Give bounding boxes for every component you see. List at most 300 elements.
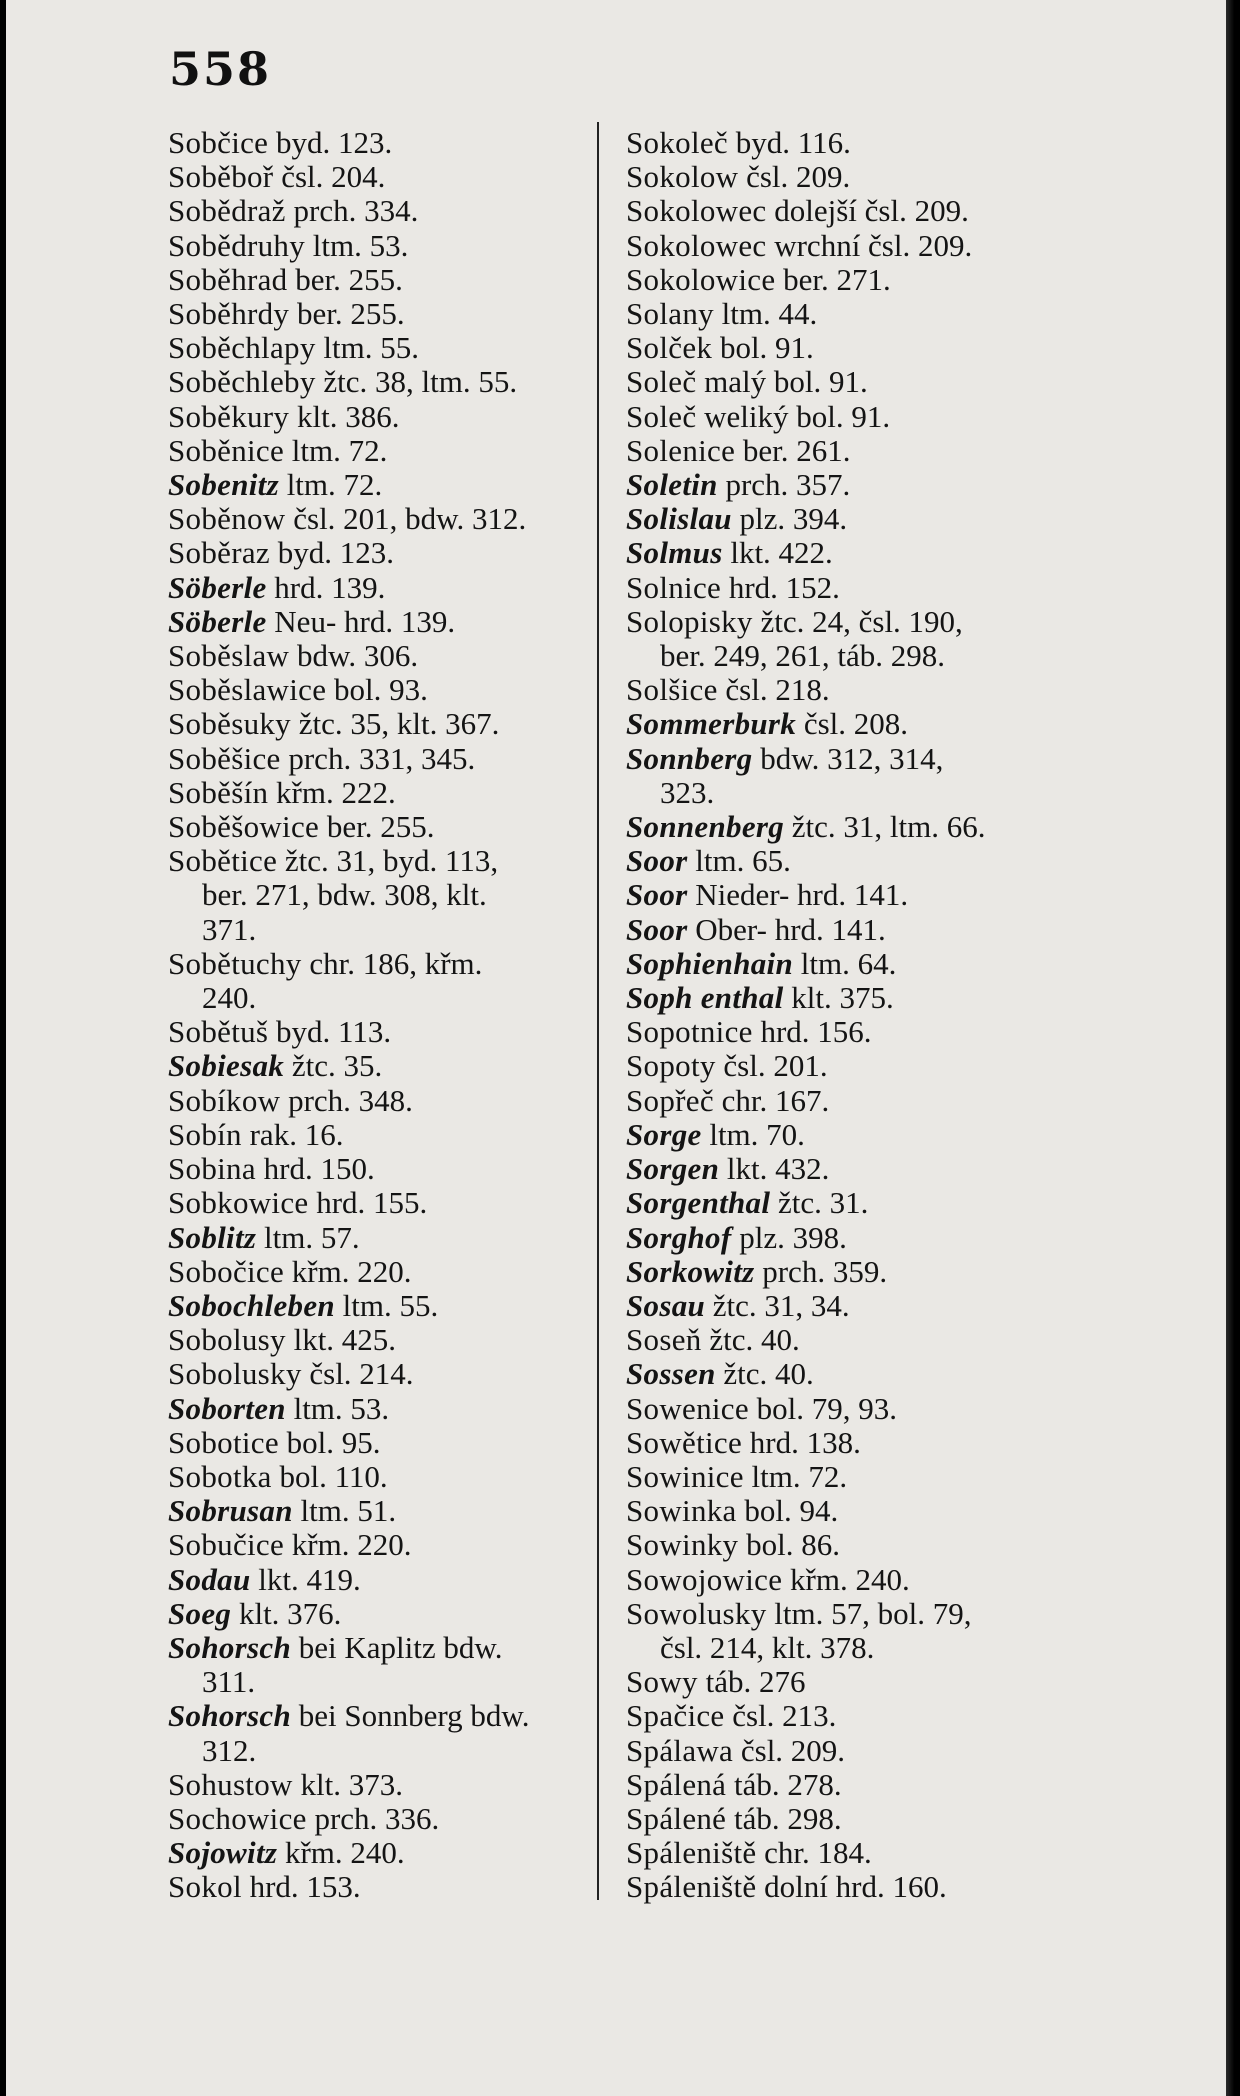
entry-name: Soběšice — [168, 740, 281, 776]
entry-reference: byd. 123. — [277, 535, 394, 571]
entry-reference: žtc. 31, byd. 113, — [284, 843, 499, 879]
entry-name: Solmus — [626, 535, 723, 571]
entry-name: Sobučice — [168, 1527, 285, 1563]
index-entry — [626, 297, 1056, 331]
entry-name: Sokolow — [626, 159, 739, 195]
entry-line — [626, 501, 847, 536]
entry-name: Soor — [626, 843, 688, 879]
entry-reference: žtc. 35. — [291, 1048, 383, 1084]
entry-reference: ltm. 55. — [323, 330, 419, 366]
index-entry — [626, 1699, 1056, 1733]
entry-name: Sobenitz — [168, 467, 279, 503]
entry-reference: ltm. 44. — [721, 296, 818, 332]
entry-line — [626, 1014, 872, 1049]
entry-reference: plz. 394. — [739, 501, 848, 537]
index-entry — [626, 878, 1056, 912]
entry-line — [626, 843, 791, 878]
column-divider — [597, 122, 599, 1900]
entry-name: Sopřeč — [626, 1082, 714, 1118]
entry-name: Sowojowice — [626, 1561, 783, 1597]
entry-reference: klt. 373. — [300, 1766, 403, 1802]
entry-reference: bol. 86. — [746, 1527, 840, 1563]
entry-reference: žtc. 35, klt. 367. — [298, 706, 500, 742]
index-entry — [168, 1323, 588, 1357]
index-entry — [168, 434, 588, 468]
entry-line — [626, 1835, 872, 1870]
index-entry — [626, 468, 1056, 502]
entry-line — [168, 775, 396, 810]
entry-reference: čsl. 201, bdw. 312. — [293, 501, 527, 537]
entry-name: Solček — [626, 330, 713, 366]
entry-reference: ltm. 53. — [293, 1390, 390, 1426]
entry-name: Sokolowec — [626, 193, 767, 229]
index-entry — [168, 1015, 588, 1049]
entry-line — [168, 1630, 503, 1665]
entry-reference: byd. 113. — [276, 1014, 392, 1050]
entry-name: Sobochleben — [168, 1287, 335, 1323]
entry-line — [626, 1869, 947, 1904]
entry-name: Sobědruhy — [168, 227, 306, 263]
entry-continuation: 312. — [202, 1732, 257, 1768]
entry-line — [168, 1151, 375, 1186]
entry-reference: čsl. 214. — [309, 1356, 414, 1392]
entry-reference: ltm. 51. — [300, 1493, 397, 1529]
entry-reference: prch. 359. — [762, 1253, 888, 1289]
entry-reference: ltm. 64. — [800, 945, 897, 981]
entry-reference: Neu- hrd. 139. — [274, 603, 456, 639]
entry-reference: ber. 261. — [742, 432, 851, 468]
entry-line — [168, 706, 499, 741]
entry-reference: bol. 93. — [334, 672, 428, 708]
entry-reference: prch. 331, 345. — [288, 740, 476, 776]
entry-reference: klt. 376. — [238, 1595, 342, 1631]
entry-name: Solopisky — [626, 603, 753, 639]
entry-line — [626, 741, 943, 776]
entry-name: Solany — [626, 296, 714, 332]
index-entry — [626, 913, 1056, 947]
index-entry — [168, 1563, 588, 1597]
entry-line — [168, 1220, 360, 1255]
entry-name: Söberle — [168, 603, 267, 639]
index-entry — [168, 1631, 588, 1699]
entry-name: Sowolusky — [626, 1595, 767, 1631]
entry-line — [168, 1356, 414, 1391]
entry-reference: čsl. 204. — [281, 159, 386, 195]
entry-continuation: 371. — [202, 911, 257, 947]
entry-reference: bei Sonnberg bdw. — [298, 1698, 530, 1734]
entry-reference: prch. 336. — [314, 1800, 440, 1836]
index-entry — [168, 1426, 588, 1460]
entry-line — [168, 809, 434, 844]
entry-reference: bdw. 312, 314, — [760, 740, 944, 776]
entry-name: Sopotnice — [626, 1014, 753, 1050]
index-entry — [168, 1255, 588, 1289]
entry-line — [168, 364, 517, 399]
index-entry — [168, 1186, 588, 1220]
entry-line — [626, 604, 963, 639]
entry-name: Sorgenthal — [626, 1185, 771, 1221]
entry-name: Soběchleby — [168, 364, 316, 400]
entry-name: Sobina — [168, 1151, 256, 1187]
entry-continuation: čsl. 214, klt. 378. — [660, 1629, 875, 1665]
entry-name: Soor — [626, 911, 688, 947]
index-entry — [626, 1221, 1056, 1255]
entry-name: Sobkowice — [168, 1185, 309, 1221]
entry-name: Sowy — [626, 1664, 698, 1700]
entry-line — [168, 159, 385, 194]
entry-name: Soběhrdy — [168, 296, 290, 332]
entry-line — [168, 1014, 391, 1049]
entry-line — [626, 1185, 868, 1220]
entry-reference: plz. 398. — [739, 1219, 847, 1255]
entry-line — [168, 228, 408, 263]
entry-name: Sobiesak — [168, 1048, 285, 1084]
index-entry — [168, 1528, 588, 1562]
entry-line — [168, 741, 475, 776]
entry-name: Spáleniště — [626, 1869, 757, 1905]
entry-line — [168, 672, 428, 707]
entry-name: Sowinky — [626, 1527, 739, 1563]
entry-line — [626, 535, 833, 570]
entry-reference: čsl. 208. — [803, 706, 909, 742]
entry-name: Sonnberg — [626, 740, 753, 776]
index-entry — [626, 1460, 1056, 1494]
entry-line — [626, 228, 972, 263]
entry-reference: křm. 240. — [790, 1561, 910, 1597]
entry-line — [168, 399, 399, 434]
entry-line — [168, 843, 498, 878]
entry-reference: Ober- hrd. 141. — [695, 911, 886, 947]
index-entry — [626, 126, 1056, 160]
entry-name: Soběnow — [168, 501, 286, 537]
index-entry — [626, 1289, 1056, 1323]
entry-line — [626, 125, 851, 160]
entry-reference: ber. 255. — [295, 261, 403, 297]
entry-continuation: ber. 249, 261, táb. 298. — [660, 638, 945, 674]
entry-line — [626, 980, 894, 1015]
entry-line — [168, 570, 385, 605]
entry-reference: hrd. 138. — [749, 1424, 861, 1460]
entry-name: Soborten — [168, 1390, 286, 1426]
entry-name: Soběraz — [168, 535, 270, 571]
entry-line — [626, 399, 890, 434]
entry-reference: prch. 357. — [725, 467, 851, 503]
entry-name: Sohorsch — [168, 1629, 292, 1665]
entry-name: Sommerburk — [626, 706, 797, 742]
index-entry — [626, 160, 1056, 194]
entry-reference: bol. 94. — [744, 1493, 839, 1529]
entry-reference: táb. 278. — [733, 1766, 842, 1802]
entry-line — [626, 262, 891, 297]
entry-name: Sonnenberg — [626, 809, 785, 845]
entry-line — [168, 1254, 411, 1289]
entry-reference: žtc. 38, ltm. 55. — [323, 364, 518, 400]
index-entry — [626, 1563, 1056, 1597]
index-entry — [626, 981, 1056, 1015]
entry-name: Soběhrad — [168, 261, 288, 297]
index-entry — [168, 1289, 588, 1323]
entry-reference: čsl. 209. — [740, 1732, 846, 1768]
index-entry — [168, 947, 588, 1015]
entry-name: Spálená — [626, 1766, 727, 1802]
entry-reference: ltm. 57, bol. 79, — [774, 1595, 972, 1631]
entry-name: Sobolusy — [168, 1322, 286, 1358]
entry-name: Sojowitz — [168, 1835, 278, 1871]
entry-reference: malý bol. 91. — [704, 364, 868, 400]
entry-line — [626, 1288, 850, 1323]
entry-line — [626, 1322, 800, 1357]
entry-name: Söberle — [168, 569, 267, 605]
index-entry — [626, 536, 1056, 570]
entry-reference: žtc. 31. — [778, 1185, 869, 1221]
entry-reference: hrd. 150. — [263, 1151, 375, 1187]
entry-name: Solislau — [626, 501, 732, 537]
entry-line — [626, 1220, 847, 1255]
entry-name: Sokolowice — [626, 261, 776, 297]
entry-continuation: 240. — [202, 980, 257, 1016]
entry-line — [626, 1664, 805, 1699]
entry-line — [168, 330, 419, 365]
entry-name: Sobčice — [168, 125, 269, 160]
entry-continuation: 323. — [660, 774, 715, 810]
entry-name: Sobín — [168, 1116, 242, 1152]
index-entry — [168, 1768, 588, 1802]
entry-name: Sokol — [168, 1869, 242, 1905]
index-entry — [168, 776, 588, 810]
entry-line — [168, 193, 418, 228]
index-entry — [626, 1802, 1056, 1836]
entry-name: Sobětuchy — [168, 945, 302, 981]
index-entry — [168, 331, 588, 365]
entry-reference: lkt. 425. — [293, 1322, 397, 1358]
entry-reference: žtc. 40. — [709, 1322, 800, 1358]
entry-name: Sobolusky — [168, 1356, 302, 1392]
entry-name: Soleč — [626, 364, 697, 400]
entry-reference: prch. 334. — [293, 193, 419, 229]
index-entry — [168, 160, 588, 194]
index-entry — [168, 502, 588, 536]
index-entry — [168, 1357, 588, 1391]
entry-reference: čsl. 218. — [725, 672, 830, 708]
entry-reference: bol. 95. — [286, 1424, 381, 1460]
entry-line — [626, 1733, 845, 1768]
index-entry — [626, 1734, 1056, 1768]
entry-reference: hrd. 155. — [316, 1185, 428, 1221]
entry-line — [626, 330, 814, 365]
entry-reference: hrd. 152. — [728, 569, 840, 605]
entry-name: Sobědraž — [168, 193, 286, 229]
index-entry — [168, 365, 588, 399]
entry-reference: prch. 348. — [288, 1082, 413, 1118]
entry-line — [168, 467, 382, 502]
entry-reference: křm. 220. — [291, 1253, 412, 1289]
index-entry — [168, 742, 588, 776]
entry-name: Sobětuš — [168, 1014, 269, 1050]
entry-line — [168, 296, 405, 331]
entry-name: Soběšín — [168, 774, 269, 810]
index-entry — [626, 571, 1056, 605]
entry-reference: ltm. 70. — [709, 1116, 805, 1152]
index-entry — [626, 1323, 1056, 1357]
entry-line — [168, 1562, 361, 1597]
index-entry — [626, 365, 1056, 399]
index-entry — [626, 1768, 1056, 1802]
entry-reference: ber. 255. — [326, 809, 435, 845]
entry-name: Sopoty — [626, 1048, 716, 1084]
index-entry — [168, 707, 588, 741]
entry-continuation: ber. 271, bdw. 308, klt. — [202, 877, 487, 913]
entry-name: Sorge — [626, 1116, 702, 1152]
entry-reference: čsl. 213. — [732, 1698, 837, 1734]
entry-line — [626, 1527, 840, 1562]
index-entry — [168, 468, 588, 502]
index-entry — [626, 502, 1056, 536]
entry-name: Solnice — [626, 569, 722, 605]
index-entry — [168, 1118, 588, 1152]
index-entry — [168, 1084, 588, 1118]
index-entry — [168, 673, 588, 707]
index-entry — [168, 400, 588, 434]
entry-line — [168, 1083, 413, 1118]
entry-line — [168, 1801, 439, 1836]
index-entry — [168, 810, 588, 844]
entry-line — [626, 159, 850, 194]
entry-reference: ltm. 55. — [342, 1287, 439, 1323]
index-entry — [168, 1802, 588, 1836]
index-entry — [168, 1392, 588, 1426]
entry-name: Solšice — [626, 672, 718, 708]
index-entry — [626, 1836, 1056, 1870]
entry-line — [626, 1767, 842, 1802]
entry-reference: bol. 91. — [719, 330, 814, 366]
index-entry — [168, 1597, 588, 1631]
index-entry — [168, 1494, 588, 1528]
index-entry — [626, 810, 1056, 844]
index-entry — [626, 434, 1056, 468]
entry-line — [168, 1698, 530, 1733]
entry-name: Sowinice — [626, 1458, 744, 1494]
index-entry — [626, 1392, 1056, 1426]
index-entry — [168, 536, 588, 570]
index-entry — [626, 194, 1056, 228]
entry-line — [626, 946, 896, 981]
entry-reference: Nieder- hrd. 141. — [695, 877, 909, 913]
entry-name: Soběslawice — [168, 672, 327, 708]
entry-line — [626, 706, 908, 741]
entry-name: Sochowice — [168, 1800, 307, 1836]
entry-line — [626, 1151, 829, 1186]
entry-name: Soeg — [168, 1595, 232, 1631]
entry-name: Sokolowec — [626, 227, 767, 263]
entry-reference: chr. 186, křm. — [309, 945, 483, 981]
entry-name: Soběslaw — [168, 638, 290, 674]
entry-name: Sowětice — [626, 1424, 743, 1460]
entry-line — [626, 467, 850, 502]
entry-line — [168, 1391, 389, 1426]
index-entry — [168, 571, 588, 605]
index-entry — [626, 1049, 1056, 1083]
entry-line — [168, 1425, 381, 1460]
entry-reference: lkt. 419. — [258, 1561, 361, 1597]
index-entry — [626, 1152, 1056, 1186]
index-entry — [626, 1255, 1056, 1289]
entry-line — [626, 1698, 836, 1733]
index-entry — [626, 742, 1056, 810]
entry-line — [168, 262, 403, 297]
entry-line — [168, 946, 482, 981]
entry-reference: klt. 386. — [296, 398, 400, 434]
entry-name: Spálawa — [626, 1732, 734, 1768]
entry-reference: křm. 240. — [284, 1835, 405, 1871]
entry-name: Sosau — [626, 1287, 706, 1323]
entry-line — [626, 877, 908, 912]
entry-name: Soph enthal — [626, 980, 784, 1016]
entry-line — [168, 1493, 396, 1528]
entry-reference: hrd. 139. — [274, 569, 386, 605]
entry-name: Sobíkow — [168, 1082, 281, 1118]
entry-name: Sorkowitz — [626, 1253, 755, 1289]
entry-reference: ltm. 72. — [291, 432, 388, 468]
entry-reference: klt. 375. — [791, 980, 894, 1016]
entry-line — [168, 1322, 396, 1357]
index-entry — [626, 229, 1056, 263]
entry-reference: křm. 220. — [291, 1527, 412, 1563]
index-entry — [168, 263, 588, 297]
entry-line — [168, 1185, 427, 1220]
entry-reference: žtc. 24, čsl. 190, — [760, 603, 963, 639]
entry-line — [168, 1835, 405, 1870]
entry-line — [626, 364, 868, 399]
page-number: 558 — [169, 42, 272, 96]
entry-name: Sobrusan — [168, 1493, 293, 1529]
entry-name: Soseň — [626, 1322, 702, 1358]
index-entry — [626, 605, 1056, 673]
entry-reference: ltm. 72. — [751, 1458, 848, 1494]
entry-line — [168, 1288, 438, 1323]
entry-reference: ber. 271. — [783, 261, 891, 297]
entry-reference: táb. 298. — [733, 1800, 842, 1836]
entry-line — [626, 1391, 897, 1426]
index-entry — [626, 673, 1056, 707]
entry-line — [626, 1117, 805, 1152]
entry-name: Sodau — [168, 1561, 251, 1597]
entry-reference: dolní hrd. 160. — [764, 1869, 947, 1905]
page-edge — [1226, 0, 1240, 2096]
index-entry — [626, 1426, 1056, 1460]
entry-reference: ber. 255. — [296, 296, 405, 332]
entry-name: Sorgen — [626, 1151, 720, 1187]
entry-reference: chr. 184. — [764, 1835, 872, 1871]
entry-reference: bei Kaplitz bdw. — [298, 1629, 503, 1665]
index-entry — [626, 400, 1056, 434]
index-entry — [168, 1460, 588, 1494]
index-entry — [168, 605, 588, 639]
index-entry — [626, 947, 1056, 981]
index-entry — [626, 1084, 1056, 1118]
index-entry — [168, 1836, 588, 1870]
entry-line — [168, 1527, 411, 1562]
index-entry — [626, 1870, 1056, 1904]
entry-line — [168, 535, 394, 570]
entry-name: Sossen — [626, 1356, 716, 1392]
entry-name: Soběšowice — [168, 809, 320, 845]
entry-reference: táb. 276 — [705, 1664, 806, 1700]
index-column-right — [626, 126, 1056, 1905]
entry-reference: bdw. 306. — [296, 638, 419, 674]
entry-reference: lkt. 432. — [726, 1151, 830, 1187]
index-entry — [626, 331, 1056, 365]
index-entry — [626, 1597, 1056, 1665]
